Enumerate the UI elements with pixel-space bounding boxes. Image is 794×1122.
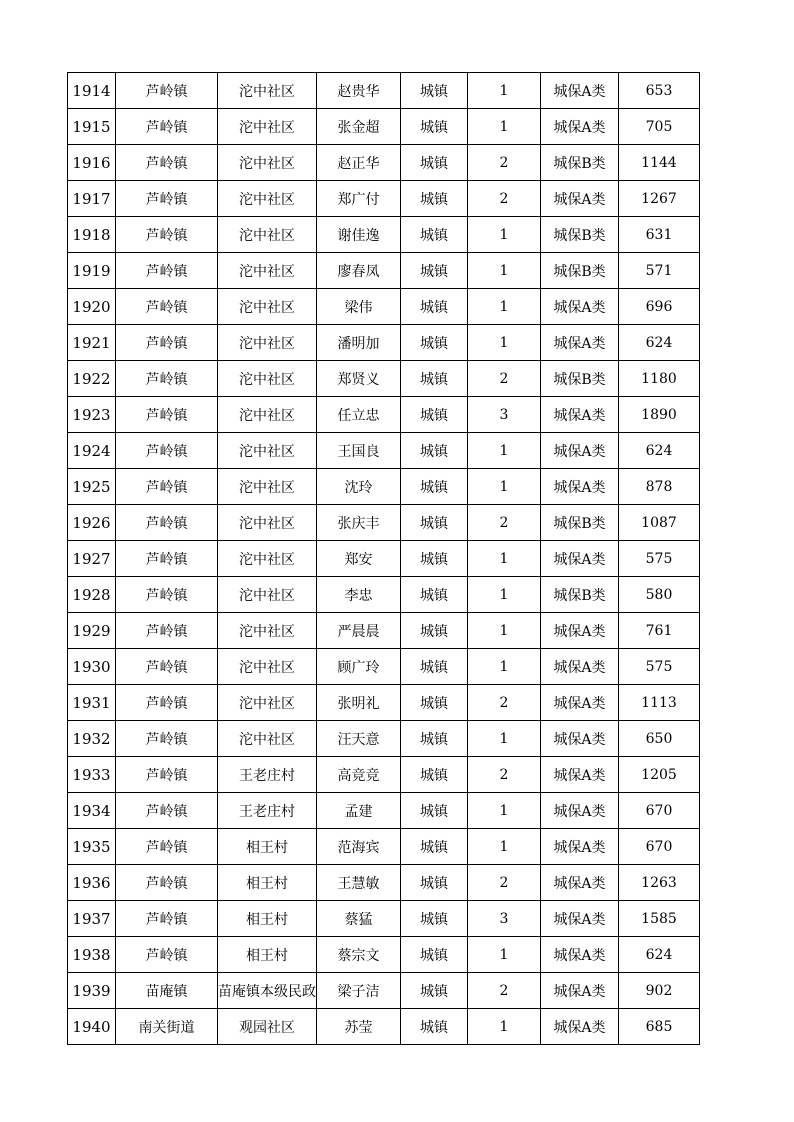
household-size-cell: 1 — [468, 325, 541, 361]
community-cell: 沱中社区 — [218, 541, 317, 577]
area-type-cell: 城镇 — [401, 685, 468, 721]
town-cell: 苗庵镇 — [116, 973, 218, 1009]
amount-cell: 624 — [619, 937, 700, 973]
amount-cell: 653 — [619, 73, 700, 109]
table-row — [68, 289, 700, 325]
community-cell: 观园社区 — [218, 1009, 317, 1045]
community-cell: 沱中社区 — [218, 217, 317, 253]
name-cell: 梁伟 — [317, 289, 401, 325]
household-size-cell: 3 — [468, 397, 541, 433]
name-cell: 任立忠 — [317, 397, 401, 433]
serial-number-cell: 1917 — [68, 181, 116, 217]
table-row — [68, 181, 700, 217]
community-cell: 沱中社区 — [218, 73, 317, 109]
amount-cell: 1205 — [619, 757, 700, 793]
table-row — [68, 901, 700, 937]
household-size-cell: 1 — [468, 253, 541, 289]
category-cell: 城保B类 — [541, 577, 619, 613]
household-size-cell: 2 — [468, 865, 541, 901]
community-cell: 相王村 — [218, 829, 317, 865]
table-row — [68, 1009, 700, 1045]
town-cell: 芦岭镇 — [116, 361, 218, 397]
category-cell: 城保A类 — [541, 397, 619, 433]
name-cell: 严晨晨 — [317, 613, 401, 649]
serial-number-cell: 1924 — [68, 433, 116, 469]
town-cell: 芦岭镇 — [116, 721, 218, 757]
area-type-cell: 城镇 — [401, 289, 468, 325]
community-cell: 沱中社区 — [218, 109, 317, 145]
serial-number-cell: 1931 — [68, 685, 116, 721]
town-cell: 芦岭镇 — [116, 865, 218, 901]
town-cell: 芦岭镇 — [116, 649, 218, 685]
area-type-cell: 城镇 — [401, 253, 468, 289]
town-cell: 芦岭镇 — [116, 469, 218, 505]
name-cell: 范海宾 — [317, 829, 401, 865]
community-cell: 沱中社区 — [218, 721, 317, 757]
town-cell: 芦岭镇 — [116, 145, 218, 181]
amount-cell: 575 — [619, 649, 700, 685]
community-cell: 沱中社区 — [218, 649, 317, 685]
name-cell: 谢佳逸 — [317, 217, 401, 253]
amount-cell: 1113 — [619, 685, 700, 721]
amount-cell: 705 — [619, 109, 700, 145]
name-cell: 王国良 — [317, 433, 401, 469]
serial-number-cell: 1935 — [68, 829, 116, 865]
category-cell: 城保A类 — [541, 649, 619, 685]
community-cell: 相王村 — [218, 901, 317, 937]
amount-cell: 685 — [619, 1009, 700, 1045]
category-cell: 城保A类 — [541, 109, 619, 145]
name-cell: 蔡猛 — [317, 901, 401, 937]
serial-number-cell: 1916 — [68, 145, 116, 181]
household-size-cell: 2 — [468, 505, 541, 541]
household-size-cell: 2 — [468, 361, 541, 397]
name-cell: 张金超 — [317, 109, 401, 145]
category-cell: 城保A类 — [541, 721, 619, 757]
serial-number-cell: 1939 — [68, 973, 116, 1009]
area-type-cell: 城镇 — [401, 973, 468, 1009]
household-size-cell: 1 — [468, 577, 541, 613]
community-cell: 沱中社区 — [218, 577, 317, 613]
table-row — [68, 577, 700, 613]
serial-number-cell: 1936 — [68, 865, 116, 901]
table-body — [68, 73, 700, 1045]
community-cell: 沱中社区 — [218, 361, 317, 397]
name-cell: 郑安 — [317, 541, 401, 577]
household-size-cell: 1 — [468, 1009, 541, 1045]
table-row — [68, 145, 700, 181]
community-cell: 沱中社区 — [218, 505, 317, 541]
category-cell: 城保A类 — [541, 865, 619, 901]
category-cell: 城保B类 — [541, 361, 619, 397]
town-cell: 芦岭镇 — [116, 433, 218, 469]
category-cell: 城保A类 — [541, 613, 619, 649]
serial-number-cell: 1918 — [68, 217, 116, 253]
area-type-cell: 城镇 — [401, 433, 468, 469]
community-cell: 沱中社区 — [218, 145, 317, 181]
table-row — [68, 649, 700, 685]
name-cell: 苏莹 — [317, 1009, 401, 1045]
category-cell: 城保B类 — [541, 145, 619, 181]
table-row — [68, 973, 700, 1009]
town-cell: 芦岭镇 — [116, 325, 218, 361]
serial-number-cell: 1919 — [68, 253, 116, 289]
area-type-cell: 城镇 — [401, 541, 468, 577]
area-type-cell: 城镇 — [401, 505, 468, 541]
table-row — [68, 361, 700, 397]
community-cell: 沱中社区 — [218, 685, 317, 721]
area-type-cell: 城镇 — [401, 145, 468, 181]
household-size-cell: 1 — [468, 793, 541, 829]
serial-number-cell: 1915 — [68, 109, 116, 145]
name-cell: 赵正华 — [317, 145, 401, 181]
table-row — [68, 613, 700, 649]
area-type-cell: 城镇 — [401, 73, 468, 109]
household-size-cell: 1 — [468, 649, 541, 685]
household-size-cell: 1 — [468, 541, 541, 577]
name-cell: 梁子洁 — [317, 973, 401, 1009]
household-size-cell: 2 — [468, 181, 541, 217]
table-row — [68, 73, 700, 109]
household-size-cell: 1 — [468, 433, 541, 469]
table-row — [68, 541, 700, 577]
table-row — [68, 469, 700, 505]
community-cell: 相王村 — [218, 865, 317, 901]
household-size-cell: 2 — [468, 145, 541, 181]
town-cell: 芦岭镇 — [116, 181, 218, 217]
area-type-cell: 城镇 — [401, 109, 468, 145]
amount-cell: 571 — [619, 253, 700, 289]
town-cell: 芦岭镇 — [116, 685, 218, 721]
area-type-cell: 城镇 — [401, 397, 468, 433]
table-row — [68, 505, 700, 541]
community-cell: 沱中社区 — [218, 325, 317, 361]
area-type-cell: 城镇 — [401, 649, 468, 685]
community-cell: 苗庵镇本级民政 — [218, 973, 317, 1009]
table-row — [68, 253, 700, 289]
area-type-cell: 城镇 — [401, 325, 468, 361]
category-cell: 城保A类 — [541, 325, 619, 361]
amount-cell: 670 — [619, 829, 700, 865]
amount-cell: 761 — [619, 613, 700, 649]
category-cell: 城保A类 — [541, 433, 619, 469]
town-cell: 芦岭镇 — [116, 73, 218, 109]
category-cell: 城保B类 — [541, 253, 619, 289]
community-cell: 沱中社区 — [218, 613, 317, 649]
serial-number-cell: 1922 — [68, 361, 116, 397]
town-cell: 芦岭镇 — [116, 901, 218, 937]
name-cell: 郑广付 — [317, 181, 401, 217]
category-cell: 城保A类 — [541, 793, 619, 829]
community-cell: 王老庄村 — [218, 757, 317, 793]
town-cell: 芦岭镇 — [116, 613, 218, 649]
town-cell: 芦岭镇 — [116, 757, 218, 793]
amount-cell: 1180 — [619, 361, 700, 397]
community-cell: 沱中社区 — [218, 469, 317, 505]
amount-cell: 1087 — [619, 505, 700, 541]
town-cell: 芦岭镇 — [116, 397, 218, 433]
town-cell: 芦岭镇 — [116, 793, 218, 829]
category-cell: 城保B类 — [541, 217, 619, 253]
area-type-cell: 城镇 — [401, 361, 468, 397]
category-cell: 城保A类 — [541, 829, 619, 865]
category-cell: 城保A类 — [541, 685, 619, 721]
town-cell: 芦岭镇 — [116, 505, 218, 541]
amount-cell: 650 — [619, 721, 700, 757]
amount-cell: 670 — [619, 793, 700, 829]
table-row — [68, 865, 700, 901]
town-cell: 芦岭镇 — [116, 253, 218, 289]
serial-number-cell: 1928 — [68, 577, 116, 613]
table-row — [68, 793, 700, 829]
amount-cell: 878 — [619, 469, 700, 505]
serial-number-cell: 1914 — [68, 73, 116, 109]
town-cell: 芦岭镇 — [116, 829, 218, 865]
serial-number-cell: 1926 — [68, 505, 116, 541]
household-size-cell: 1 — [468, 109, 541, 145]
name-cell: 顾广玲 — [317, 649, 401, 685]
amount-cell: 1585 — [619, 901, 700, 937]
name-cell: 王慧敏 — [317, 865, 401, 901]
name-cell: 孟建 — [317, 793, 401, 829]
area-type-cell: 城镇 — [401, 181, 468, 217]
name-cell: 张明礼 — [317, 685, 401, 721]
category-cell: 城保A类 — [541, 1009, 619, 1045]
town-cell: 芦岭镇 — [116, 217, 218, 253]
table-row — [68, 685, 700, 721]
name-cell: 李忠 — [317, 577, 401, 613]
area-type-cell: 城镇 — [401, 469, 468, 505]
household-size-cell: 2 — [468, 757, 541, 793]
table-row — [68, 397, 700, 433]
serial-number-cell: 1929 — [68, 613, 116, 649]
amount-cell: 624 — [619, 433, 700, 469]
community-cell: 沱中社区 — [218, 181, 317, 217]
name-cell: 赵贵华 — [317, 73, 401, 109]
town-cell: 芦岭镇 — [116, 577, 218, 613]
table-row — [68, 937, 700, 973]
amount-cell: 575 — [619, 541, 700, 577]
serial-number-cell: 1940 — [68, 1009, 116, 1045]
serial-number-cell: 1933 — [68, 757, 116, 793]
town-cell: 芦岭镇 — [116, 289, 218, 325]
community-cell: 王老庄村 — [218, 793, 317, 829]
household-size-cell: 1 — [468, 73, 541, 109]
category-cell: 城保A类 — [541, 181, 619, 217]
name-cell: 蔡宗文 — [317, 937, 401, 973]
town-cell: 芦岭镇 — [116, 541, 218, 577]
household-size-cell: 1 — [468, 469, 541, 505]
household-size-cell: 2 — [468, 973, 541, 1009]
area-type-cell: 城镇 — [401, 793, 468, 829]
table-row — [68, 109, 700, 145]
amount-cell: 902 — [619, 973, 700, 1009]
category-cell: 城保A类 — [541, 73, 619, 109]
category-cell: 城保B类 — [541, 505, 619, 541]
community-cell: 沱中社区 — [218, 289, 317, 325]
amount-cell: 1267 — [619, 181, 700, 217]
amount-cell: 1890 — [619, 397, 700, 433]
household-size-cell: 2 — [468, 685, 541, 721]
household-size-cell: 1 — [468, 217, 541, 253]
amount-cell: 1144 — [619, 145, 700, 181]
area-type-cell: 城镇 — [401, 1009, 468, 1045]
serial-number-cell: 1923 — [68, 397, 116, 433]
name-cell: 廖春凤 — [317, 253, 401, 289]
amount-cell: 580 — [619, 577, 700, 613]
town-cell: 芦岭镇 — [116, 109, 218, 145]
serial-number-cell: 1921 — [68, 325, 116, 361]
area-type-cell: 城镇 — [401, 901, 468, 937]
serial-number-cell: 1920 — [68, 289, 116, 325]
name-cell: 张庆丰 — [317, 505, 401, 541]
area-type-cell: 城镇 — [401, 865, 468, 901]
table-row — [68, 757, 700, 793]
serial-number-cell: 1937 — [68, 901, 116, 937]
serial-number-cell: 1938 — [68, 937, 116, 973]
area-type-cell: 城镇 — [401, 721, 468, 757]
area-type-cell: 城镇 — [401, 613, 468, 649]
name-cell: 高竞竞 — [317, 757, 401, 793]
town-cell: 芦岭镇 — [116, 937, 218, 973]
name-cell: 汪天意 — [317, 721, 401, 757]
amount-cell: 696 — [619, 289, 700, 325]
serial-number-cell: 1930 — [68, 649, 116, 685]
serial-number-cell: 1934 — [68, 793, 116, 829]
community-cell: 沱中社区 — [218, 433, 317, 469]
amount-cell: 624 — [619, 325, 700, 361]
table-row — [68, 325, 700, 361]
area-type-cell: 城镇 — [401, 757, 468, 793]
relief-roster-table — [67, 72, 700, 1045]
amount-cell: 631 — [619, 217, 700, 253]
serial-number-cell: 1927 — [68, 541, 116, 577]
household-size-cell: 3 — [468, 901, 541, 937]
amount-cell: 1263 — [619, 865, 700, 901]
town-cell: 南关街道 — [116, 1009, 218, 1045]
category-cell: 城保A类 — [541, 469, 619, 505]
category-cell: 城保A类 — [541, 757, 619, 793]
table-row — [68, 217, 700, 253]
community-cell: 相王村 — [218, 937, 317, 973]
table-row — [68, 721, 700, 757]
household-size-cell: 1 — [468, 613, 541, 649]
category-cell: 城保A类 — [541, 541, 619, 577]
category-cell: 城保A类 — [541, 937, 619, 973]
household-size-cell: 1 — [468, 829, 541, 865]
area-type-cell: 城镇 — [401, 577, 468, 613]
serial-number-cell: 1932 — [68, 721, 116, 757]
household-size-cell: 1 — [468, 721, 541, 757]
household-size-cell: 1 — [468, 289, 541, 325]
name-cell: 潘明加 — [317, 325, 401, 361]
category-cell: 城保A类 — [541, 901, 619, 937]
area-type-cell: 城镇 — [401, 217, 468, 253]
table-row — [68, 433, 700, 469]
area-type-cell: 城镇 — [401, 829, 468, 865]
category-cell: 城保A类 — [541, 973, 619, 1009]
category-cell: 城保A类 — [541, 289, 619, 325]
serial-number-cell: 1925 — [68, 469, 116, 505]
name-cell: 郑贤义 — [317, 361, 401, 397]
household-size-cell: 1 — [468, 937, 541, 973]
area-type-cell: 城镇 — [401, 937, 468, 973]
table-row — [68, 829, 700, 865]
name-cell: 沈玲 — [317, 469, 401, 505]
community-cell: 沱中社区 — [218, 397, 317, 433]
community-cell: 沱中社区 — [218, 253, 317, 289]
